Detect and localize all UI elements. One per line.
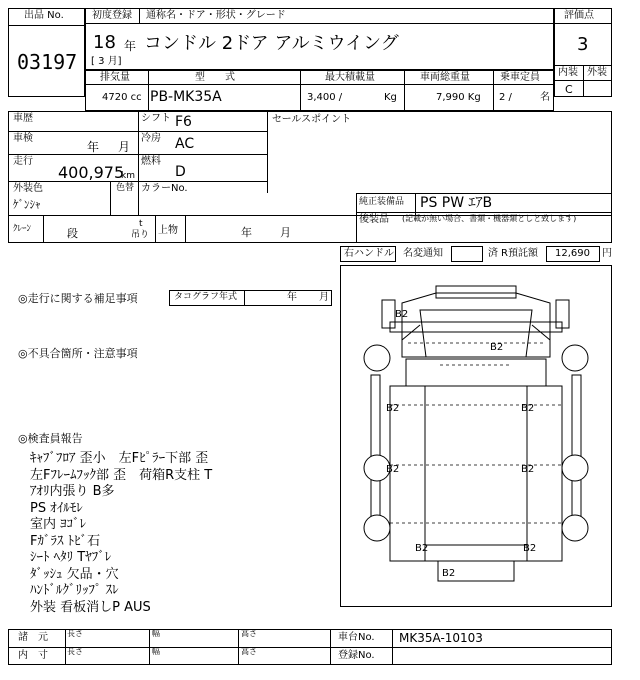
name-grade-label: 通称名・ドア・形状・グレード — [146, 10, 286, 21]
displacement-label: 排気量 — [100, 72, 130, 83]
gross-weight-label: 車両総重量 — [420, 72, 470, 83]
recycle-label: R預託額 — [501, 248, 538, 259]
ext-color-label: 外装色 — [13, 183, 43, 194]
capacity-unit: 名 — [540, 92, 550, 103]
aftermarket-note: (記載が無い場合、書類・機器類としと致します) — [402, 214, 577, 223]
inspector-line: ｼｰﾄ ﾍﾀﾘ Tﾔﾌﾞﾚ — [30, 550, 112, 565]
gross-weight-value: 7,990 Kg — [436, 92, 481, 103]
driving-notes-label: ◎走行に関する補足事項 — [18, 292, 138, 305]
defects-label: ◎不具合箇所・注意事項 — [18, 347, 138, 360]
damage-mark: B2 — [386, 403, 400, 414]
tachograph-year: 年 — [287, 292, 297, 303]
inspector-report-label: ◎検査員報告 — [18, 432, 83, 445]
damage-mark: B2 — [386, 464, 400, 475]
damage-mark: B2 — [523, 543, 537, 554]
inspector-line: Fｶﾞﾗｽ ﾄﾋﾞ石 — [30, 533, 101, 549]
max-load-label: 最大積載量 — [325, 72, 375, 83]
cooling-label: 冷房 — [141, 133, 161, 144]
cab-roof-outline — [420, 310, 532, 357]
name-change-box — [451, 246, 483, 262]
capacity-value: 2 / — [499, 92, 512, 103]
max-load-value: 3,400 / — [307, 92, 343, 103]
fuel-value: D — [175, 164, 186, 180]
grade-label: 評価点 — [564, 10, 594, 21]
model-value: PB-MK35A — [150, 89, 222, 105]
crane-label: ｸﾚｰﾝ — [13, 224, 32, 234]
car-name: コンドル 2ドア アルミウイング — [144, 33, 399, 54]
shift-label: シフト — [141, 113, 171, 124]
chassis-number: MK35A-10103 — [399, 631, 483, 645]
inspector-line: ﾀﾞｯｼｭ 欠品・穴 — [30, 566, 119, 582]
registration-label: 登録No. — [338, 650, 375, 661]
inspector-line: 室内 ﾖｺﾞﾚ — [30, 517, 87, 532]
lot-label: 出品 No. — [24, 10, 64, 21]
cab-top-outline — [436, 286, 516, 298]
crane-stage: 段 — [67, 227, 78, 240]
damage-mark: B2 — [442, 568, 456, 579]
front-bumper-outline — [390, 322, 562, 332]
first-reg-year: 18 — [93, 32, 116, 53]
history-label: 車歴 — [13, 113, 33, 124]
overall-grade: 3 — [577, 34, 589, 55]
width-label: 幅 — [152, 629, 160, 638]
color-change-label: 色替 — [116, 183, 135, 193]
top-body-label: 上物 — [158, 225, 178, 236]
left-mirror-outline — [382, 300, 395, 328]
inner-dimensions-label: 内 寸 — [18, 650, 48, 661]
inspection-label: 車検 — [13, 133, 33, 144]
truck-damage-diagram — [340, 265, 612, 607]
damage-mark: B2 — [521, 464, 535, 475]
color-code-label: カラーNo. — [141, 183, 188, 194]
aftermarket-label: 後装品 — [359, 214, 389, 225]
first-reg-month: [ 3 月] — [91, 56, 122, 67]
damage-mark: B2 — [415, 543, 429, 554]
inspector-line: ｱｵﾘ内張り B多 — [30, 484, 115, 499]
cab-outline — [402, 293, 550, 357]
name-change-label: 名変通知 — [403, 248, 443, 259]
equipment-label: 純正装備品 — [359, 197, 405, 207]
interior-label: 内装 — [558, 67, 578, 78]
ext-color-value: ｹﾞﾝｼｬ — [13, 198, 41, 211]
crane-hang: 吊り — [131, 230, 150, 240]
model-label: 型 式 — [195, 72, 235, 83]
mileage-unit: km — [121, 171, 135, 181]
tachograph-month: 月 — [319, 292, 329, 303]
equipment-value: PS PW ｴｱB — [420, 195, 493, 211]
cooling-value: AC — [175, 136, 195, 152]
damage-mark: B2 — [490, 342, 504, 353]
capacity-label: 乗車定員 — [500, 72, 540, 83]
inspector-line: 外装 看板消しP AUS — [30, 599, 151, 615]
dimensions-label: 諸 元 — [18, 632, 48, 643]
front-left-wheel — [364, 345, 390, 371]
recycle-unit: 円 — [602, 248, 612, 259]
damage-mark: B2 — [395, 309, 409, 320]
width-label-inner: 幅 — [152, 647, 160, 656]
interior-grade: C — [565, 83, 573, 96]
max-load-unit: Kg — [384, 92, 397, 103]
rear-right-wheel-2 — [562, 515, 588, 541]
inspector-line: 左Fﾌﾚｰﾑﾌｯｸ部 歪 荷箱R支柱 T — [30, 467, 213, 483]
recycle-amount: 12,690 — [555, 248, 590, 259]
rear-left-wheel-2 — [364, 515, 390, 541]
top-body-month: 月 — [280, 226, 291, 239]
tachograph-label: タコグラフ年式 — [174, 292, 238, 302]
selling-points-label: セールスポイント — [272, 114, 352, 125]
damage-mark: B2 — [521, 403, 535, 414]
front-right-wheel — [562, 345, 588, 371]
rhd-label: 右ハンドル — [344, 248, 394, 259]
lot-number: 03197 — [17, 50, 78, 74]
height-label-inner: 高さ — [241, 647, 257, 656]
displacement-value: 4720 cc — [102, 92, 142, 103]
mileage-value: 400,975 — [58, 163, 125, 182]
height-label: 高さ — [241, 629, 257, 638]
mileage-label: 走行 — [13, 156, 33, 167]
chassis-label: 車台No. — [338, 632, 375, 643]
fuel-label: 燃料 — [141, 156, 161, 167]
cab-rear-outline — [406, 359, 546, 386]
first-reg-label: 初度登録 — [92, 10, 132, 21]
rear-right-wheel-1 — [562, 455, 588, 481]
length-label: 長さ — [67, 629, 83, 638]
year-unit: 年 — [124, 39, 137, 53]
shift-value: F6 — [175, 114, 192, 130]
cargo-box-outline — [390, 386, 562, 561]
top-body-year: 年 — [241, 226, 252, 239]
length-label-inner: 長さ — [67, 647, 83, 656]
inspection-month: 月 — [118, 140, 131, 154]
crane-ton: t — [139, 219, 143, 229]
recycle-mark: 済 — [488, 248, 498, 259]
inspector-line: ﾊﾝﾄﾞﾙｸﾞﾘｯﾌﾟ ｽﾚ — [30, 583, 119, 598]
inspector-line: PS ｵｲﾙﾓﾚ — [30, 500, 83, 516]
inspection-year: 年 — [87, 140, 100, 154]
inspector-report-lines — [30, 447, 213, 615]
exterior-label: 外装 — [587, 67, 607, 78]
inspector-line: ｷｬﾌﾞﾌﾛｱ 歪小 左Fﾋﾟﾗｰ下部 歪 — [30, 451, 209, 466]
